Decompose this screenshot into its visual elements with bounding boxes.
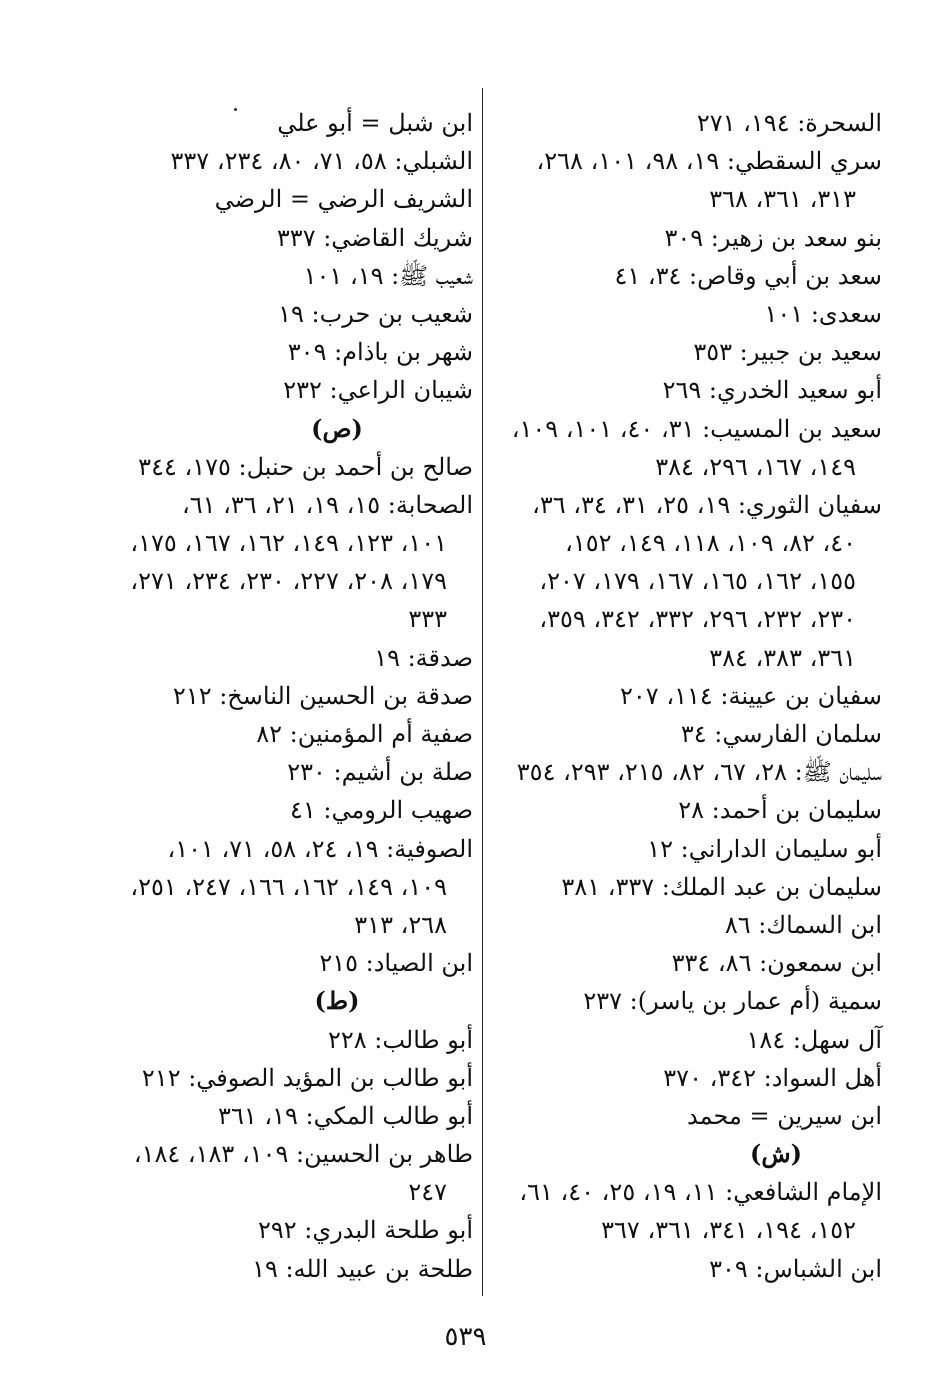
index-entry: ابن شبل = أبو علي — [277, 109, 473, 137]
index-entry: صلة بن أشيم: ٢٣٠ — [287, 758, 473, 787]
page-number: ٥٣٩ — [444, 1322, 487, 1352]
index-entry: سلمان الفارسي: ٣٤ — [680, 720, 882, 748]
index-entry-continuation: ٣٦١، ٣٨٣، ٣٨٤ — [709, 643, 856, 672]
index-entry: سعد بن أبي وقاص: ٣٤، ٤١ — [614, 261, 882, 290]
index-entry-continuation: ١٤٩، ١٦٧، ٢٩٦، ٣٨٤ — [655, 452, 856, 481]
index-entry: سليمان ﷺ: ٢٨، ٦٧، ٨٢، ٢١٥، ٢٩٣، ٣٥٤ — [516, 758, 882, 787]
index-entry-continuation: ١٥٢، ١٩٤، ٣٤١، ٣٦١، ٣٦٧ — [601, 1216, 856, 1245]
index-entry: ابن سمعون: ٨٦، ٣٣٤ — [671, 949, 882, 978]
index-entry: الشريف الرضي = الرضي — [214, 185, 473, 214]
index-entry: صفية أم المؤمنين: ٨٢ — [256, 720, 473, 748]
index-entry: شعيب بن حرب: ١٩ — [278, 299, 473, 328]
index-entry: صالح بن أحمد بن حنبل: ١٧٥، ٣٤٤ — [138, 452, 473, 481]
index-entry-continuation: ٢٦٨، ٣١٣ — [354, 910, 447, 939]
index-entry: شهر بن باذام: ٣٠٩ — [287, 338, 473, 367]
index-entry: شريك القاضي: ٣٣٧ — [276, 223, 473, 252]
index-entry: أبو طالب المكي: ١٩، ٣٦١ — [218, 1101, 473, 1130]
index-entry: آل سهل: ١٨٤ — [746, 1025, 882, 1054]
index-entry: سليمان بن عبد الملك: ٣٣٧، ٣٨١ — [561, 872, 882, 901]
index-entry: ابن الشباس: ٣٠٩ — [709, 1254, 882, 1283]
index-entry: الصوفية: ١٩، ٢٤، ٥٨، ٧١، ١٠١، — [167, 834, 473, 863]
index-entry: أبو طالب: ٢٢٨ — [327, 1025, 473, 1054]
index-entry-continuation: ٣٣٣ — [408, 605, 447, 634]
index-entry: صهيب الرومي: ٤١ — [289, 796, 473, 825]
index-entry: سمية (أم عمار بن ياسر): ٢٣٧ — [583, 987, 882, 1016]
index-entry: الشبلي: ٥٨، ٧١، ٨٠، ٢٣٤، ٣٣٧ — [170, 147, 473, 176]
section-letter-heading: (ص) — [311, 413, 363, 443]
index-entry: أبو سعيد الخدري: ٢٦٩ — [662, 376, 882, 405]
index-entry: الإمام الشافعي: ١١، ١٩، ٢٥، ٤٠، ٦١، — [519, 1178, 882, 1207]
index-entry: شعيب ﷺ: ١٩، ١٠١ — [303, 261, 473, 290]
index-entry: الصحابة: ١٥، ١٩، ٢١، ٣٦، ٦١، — [181, 490, 473, 519]
index-entry: سعدى: ١٠١ — [764, 299, 882, 328]
index-entry-continuation: ٢٣٠، ٢٣٢، ٢٩٦، ٣٣٢، ٣٤٢، ٣٥٩، — [539, 605, 856, 634]
index-entry-continuation: ٤٠، ٨٢، ١٠٩، ١١٨، ١٤٩، ١٥٢، — [565, 529, 856, 558]
index-entry: شيبان الراعي: ٢٣٢ — [283, 376, 473, 405]
index-entry-continuation: ١٠١، ١٢٣، ١٤٩، ١٦٢، ١٦٧، ١٧٥، — [130, 529, 447, 558]
index-entry: ابن السماك: ٨٦ — [724, 910, 882, 939]
index-entry: طاهر بن الحسين: ١٠٩، ١٨٣، ١٨٤، — [133, 1140, 473, 1169]
index-entry: ابن سيرين = محمد — [687, 1101, 882, 1130]
index-entry: سعيد بن جبير: ٣٥٣ — [693, 338, 882, 367]
index-entry-continuation: ٢٤٧ — [408, 1178, 447, 1207]
index-entry: صدقة بن الحسين الناسخ: ٢١٢ — [172, 681, 473, 710]
index-entry-continuation: ١٠٩، ١٤٩، ١٦٢، ١٦٦، ٢٤٧، ٢٥١، — [130, 872, 447, 901]
index-entry: صدقة: ١٩ — [374, 643, 473, 672]
index-entry: طلحة بن عبيد الله: ١٩ — [252, 1254, 473, 1283]
section-letter-heading: (ط) — [314, 986, 360, 1016]
section-letter-heading: (ش) — [749, 1139, 802, 1169]
index-column-right — [490, 104, 882, 1288]
index-entry: سعيد بن المسيب: ٣١، ٤٠، ١٠١، ١٠٩، — [511, 414, 882, 443]
index-entry: بنو سعد بن زهير: ٣٠٩ — [664, 223, 882, 252]
index-entry: سفيان بن عيينة: ١١٤، ٢٠٧ — [620, 681, 882, 710]
index-entry: أبو طلحة البدري: ٢٩٢ — [258, 1216, 473, 1245]
index-entry-continuation: ٣١٣، ٣٦١، ٣٦٨ — [709, 185, 856, 214]
column-divider — [482, 88, 483, 1296]
index-entry: سفيان الثوري: ١٩، ٢٥، ٣١، ٣٤، ٣٦، — [532, 490, 882, 519]
index-column-left — [81, 104, 473, 1288]
index-entry: أهل السواد: ٣٤٢، ٣٧٠ — [663, 1063, 882, 1092]
index-entry: السحرة: ١٩٤، ٢٧١ — [696, 109, 882, 137]
index-entry-continuation: ١٧٩، ٢٠٨، ٢٢٧، ٢٣٠، ٢٣٤، ٢٧١، — [130, 567, 447, 596]
index-entry-continuation: ١٥٥، ١٦٢، ١٦٥، ١٦٧، ١٧٩، ٢٠٧، — [539, 567, 856, 596]
index-entry: أبو سليمان الداراني: ١٢ — [647, 834, 882, 863]
index-entry: سليمان بن أحمد: ٢٨ — [678, 796, 882, 825]
index-entry: أبو طالب بن المؤيد الصوفي: ٢١٢ — [141, 1063, 473, 1092]
index-entry: سري السقطي: ١٩، ٩٨، ١٠١، ٢٦٨، — [536, 147, 882, 176]
index-entry: ابن الصياد: ٢١٥ — [319, 949, 473, 978]
